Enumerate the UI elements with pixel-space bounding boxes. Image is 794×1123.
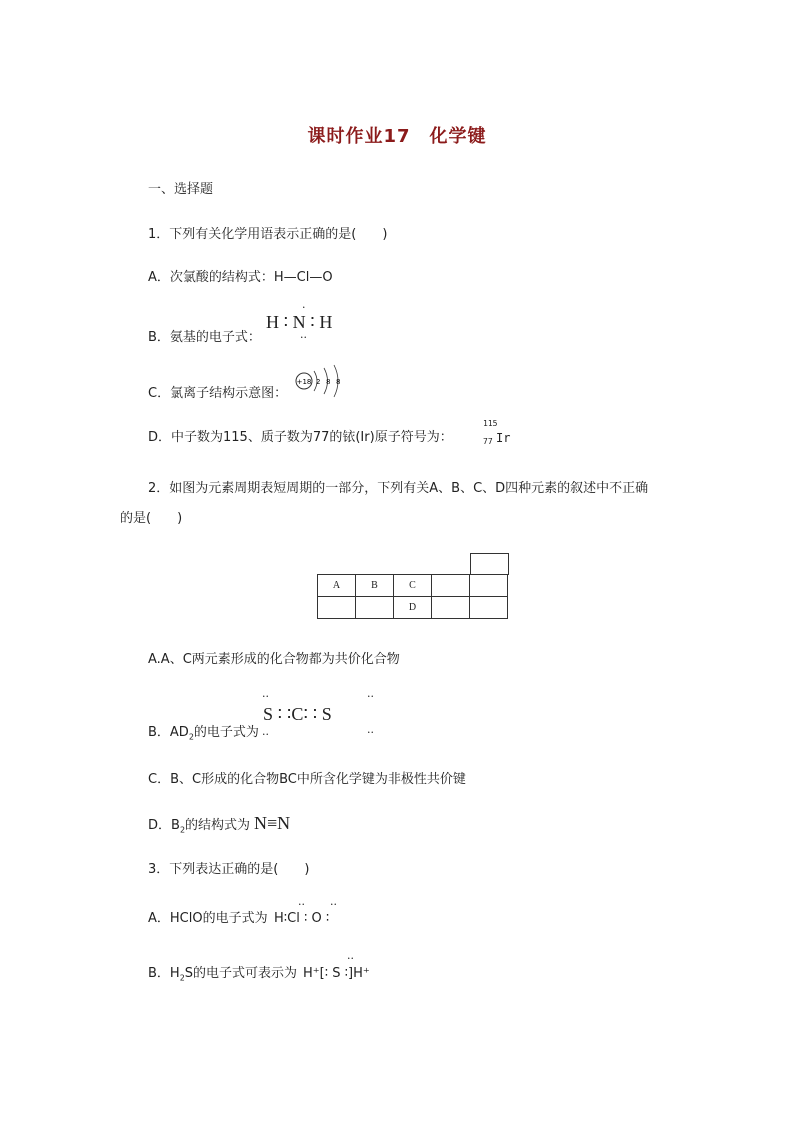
q3-option-b-label: B．$H_2S$的电子式可表示为	[148, 966, 298, 983]
shell-3-count: 8	[336, 378, 341, 386]
cell-c: C	[394, 575, 432, 597]
q1-option-d-label: D．中子数为115、质子数为77的铱(Ir)原子符号为：	[148, 430, 453, 445]
q2-option-b-formula: S ∶ ∶C∶ ∶ S	[263, 704, 332, 724]
o-dots: ··	[330, 898, 337, 911]
q3-option-a-formula: H∶Cl ∶ O ∶	[274, 911, 330, 926]
cell-blank	[432, 597, 470, 619]
periodic-table-fragment	[317, 574, 508, 619]
nucleus-charge: +18	[296, 378, 312, 386]
section-heading: 一、选择题	[148, 182, 214, 197]
q1-option-b-label: B．氨基的电子式：	[148, 330, 261, 345]
cell-blank	[356, 597, 394, 619]
chloride-ion-diagram	[294, 364, 354, 402]
q1-option-b-dots-bottom: ··	[300, 331, 307, 344]
element-symbol: Ir	[496, 431, 511, 445]
shell-2-count: 8	[326, 378, 331, 386]
page-title: 课时作业17 化学键	[307, 126, 487, 147]
q1-option-a: A．次氯酸的结构式：H—Cl—O	[148, 270, 333, 285]
sulfur-dots-bottom-left: ··	[262, 728, 269, 741]
question-2-stem-line-1: 2．如图为元素周期表短周期的一部分，下列有关A、B、C、D四种元素的叙述中不正确	[148, 481, 649, 496]
q3-option-b-formula: H⁺[∶ S ∶]H⁺	[303, 966, 370, 981]
cell-b: B	[356, 575, 394, 597]
question-3-stem: 3．下列表达正确的是( )	[148, 862, 310, 877]
cell-blank	[470, 575, 508, 597]
q3-option-a-label: A．HClO的电子式为	[148, 911, 268, 926]
q1-option-c-label: C．氯离子结构示意图：	[148, 386, 288, 401]
cell-blank	[318, 597, 356, 619]
q2-option-d-formula: N≡N	[254, 813, 291, 833]
question-2-stem-line-2: 的是( )	[120, 511, 183, 526]
cell-d: D	[394, 597, 432, 619]
q2-option-b-label: B．$AD_2$的电子式为	[148, 725, 259, 742]
cell-blank	[470, 597, 508, 619]
cell-blank	[432, 575, 470, 597]
s-dots: ··	[347, 952, 354, 965]
atomic-number: 77	[483, 437, 493, 446]
q2-option-d-label: D．$B_2$的结构式为	[148, 818, 251, 835]
q2-option-a: A.A、C两元素形成的化合物都为共价化合物	[148, 652, 400, 667]
sulfur-dots-bottom-right: ··	[367, 726, 374, 739]
cell-a: A	[318, 575, 356, 597]
cl-dots: ··	[298, 898, 305, 911]
mass-number: 115	[483, 419, 498, 428]
shell-1-count: 2	[316, 378, 321, 386]
sulfur-dots-top-left: ··	[262, 690, 269, 703]
sulfur-dots-top-right: ··	[367, 690, 374, 703]
q1-option-b-formula: H ∶ N ∶ H	[266, 312, 333, 332]
q1-option-b-dots-top: ·	[302, 301, 306, 314]
q2-option-c: C．B、C形成的化合物BC中所含化学键为非极性共价键	[148, 772, 466, 787]
periodic-table-top-cell	[470, 553, 509, 575]
question-1-stem: 1．下列有关化学用语表示正确的是( )	[148, 227, 388, 242]
